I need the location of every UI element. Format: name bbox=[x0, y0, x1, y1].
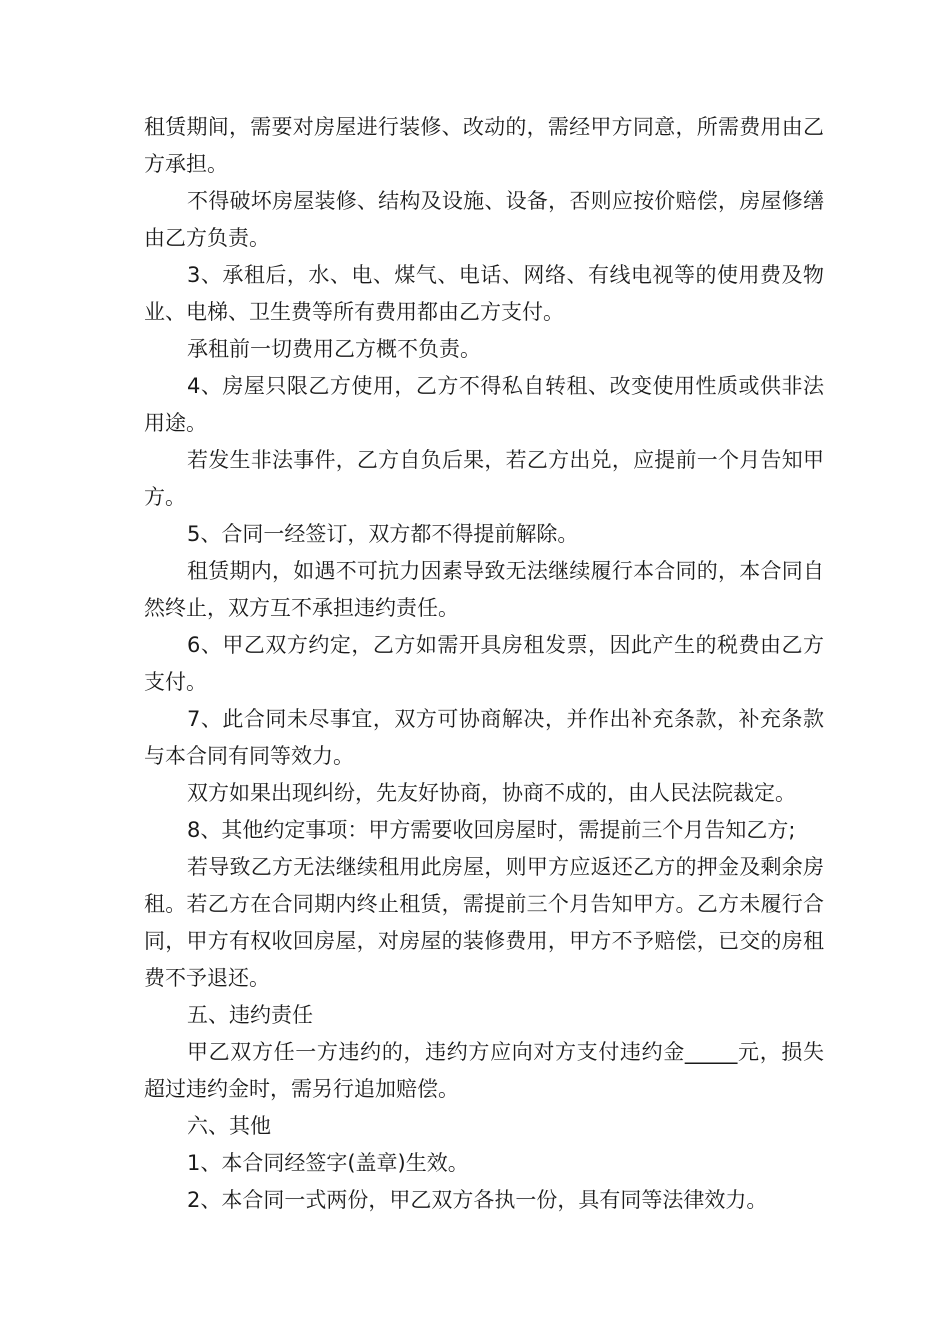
clause-7: 7、此合同未尽事宜，双方可协商解决，并作出补充条款，补充条款与本合同有同等效力。 bbox=[144, 707, 824, 768]
clause-8: 8、其他约定事项：甲方需要收回房屋时，需提前三个月告知乙方; bbox=[187, 818, 796, 842]
paragraph: 不得破坏房屋装修、结构及设施、设备，否则应按价赔偿，房屋修缮由乙方负责。 bbox=[144, 189, 824, 250]
other-clause-1: 1、本合同经签字(盖章)生效。 bbox=[187, 1151, 469, 1175]
paragraph: 若导致乙方无法继续租用此房屋，则甲方应返还乙方的押金及剩余房租。若乙方在合同期内终止租赁，需提前三个月告知甲方。乙方未履行合同，甲方有权收回房屋，对房屋的装修费用，甲方不予赔偿，已交的房租费不予退还。 bbox=[144, 855, 824, 990]
document-body bbox=[144, 109, 824, 1219]
clause-4: 4、房屋只限乙方使用，乙方不得私自转租、改变使用性质或供非法用途。 bbox=[144, 374, 824, 435]
section-heading-breach: 五、违约责任 bbox=[187, 1003, 313, 1027]
paragraph: 甲乙双方任一方违约的，违约方应向对方支付违约金_____元，损失超过违约金时，需另行追加赔偿。 bbox=[144, 1040, 824, 1101]
clause-5: 5、合同一经签订，双方都不得提前解除。 bbox=[187, 522, 579, 546]
section-heading-other: 六、其他 bbox=[187, 1114, 271, 1138]
paragraph: 双方如果出现纠纷，先友好协商，协商不成的，由人民法院裁定。 bbox=[187, 781, 796, 805]
paragraph: 租赁期间，需要对房屋进行装修、改动的，需经甲方同意，所需费用由乙方承担。 bbox=[144, 115, 824, 176]
paragraph: 承租前一切费用乙方概不负责。 bbox=[187, 337, 481, 361]
other-clause-2: 2、本合同一式两份，甲乙双方各执一份，具有同等法律效力。 bbox=[187, 1188, 768, 1212]
paragraph: 若发生非法事件，乙方自负后果，若乙方出兑，应提前一个月告知甲方。 bbox=[144, 448, 824, 509]
clause-3: 3、承租后，水、电、煤气、电话、网络、有线电视等的使用费及物业、电梯、卫生费等所有费用都由乙方支付。 bbox=[144, 263, 824, 324]
clause-6: 6、甲乙双方约定，乙方如需开具房租发票，因此产生的税费由乙方支付。 bbox=[144, 633, 824, 694]
paragraph: 租赁期内，如遇不可抗力因素导致无法继续履行本合同的，本合同自然终止，双方互不承担违约责任。 bbox=[144, 559, 824, 620]
